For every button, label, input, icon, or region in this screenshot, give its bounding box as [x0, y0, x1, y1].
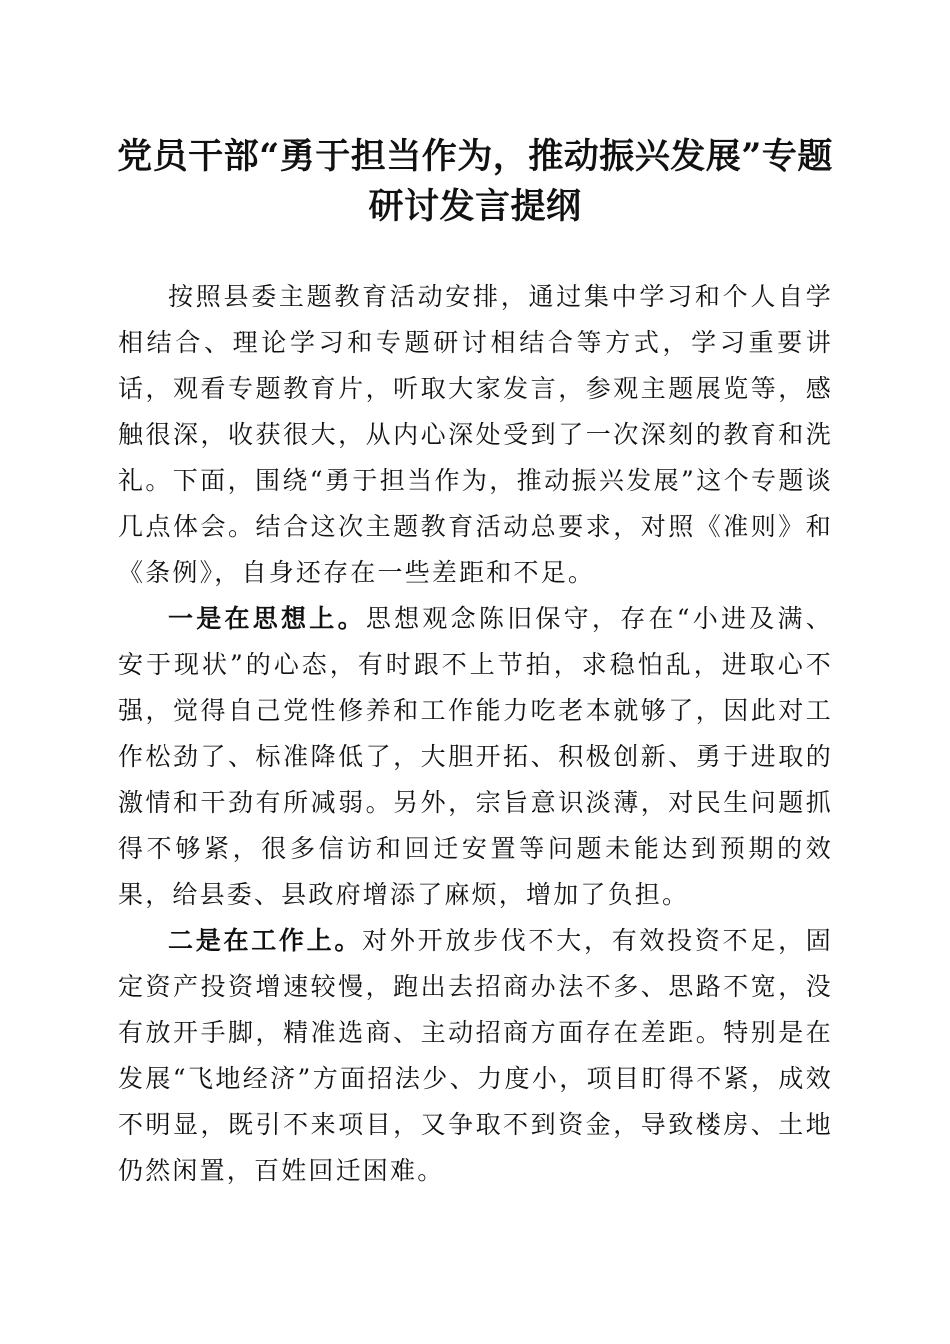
paragraph-work [118, 918, 833, 1194]
paragraph-intro [118, 274, 833, 596]
document-body [118, 274, 833, 1194]
paragraph-lead: 二是在工作上。 [168, 926, 363, 955]
paragraph-text: 对外开放步伐不大，有效投资不足，固定资产投资增速较慢，跑出去招商办法不多、思路不宽，没有放开手脚，精准选商、主动招商方面存在差距。特别是在发展“飞地经济”方面招法少、力度小，项目盯得不紧，成效不明显，既引不来项目，又争取不到资金，导致楼房、土地仍然闲置，百姓回迁困难。 [118, 926, 834, 1185]
paragraph-lead: 一是在思想上。 [168, 604, 366, 633]
paragraph-text: 按照县委主题教育活动安排，通过集中学习和个人自学相结合、理论学习和专题研讨相结合等方式，学习重要讲话，观看专题教育片，听取大家发言，参观主题展览等，感触很深，收获很大，从内心深处受到了一次深刻的教育和洗礼。下面，围绕“勇于担当作为，推动振兴发展”这个专题谈几点体会。结合这次主题教育活动总要求，对照《准则》和《条例》，自身还存在一些差距和不足。 [118, 282, 833, 587]
document-title: 党员干部“勇于担当作为，推动振兴发展”专题研讨发言提纲 [117, 136, 833, 227]
paragraph-ideology [118, 596, 833, 918]
paragraph-text: 思想观念陈旧保守，存在“小进及满、安于现状”的心态，有时跟不上节拍，求稳怕乱，进取心不强，觉得自己党性修养和工作能力吃老本就够了，因此对工作松劲了、标准降低了，大胆开拓、积极创新、勇于进取的激情和干劲有所减弱。另外，宗旨意识淡薄，对民生问题抓得不够紧，很多信访和回迁安置等问题未能达到预期的效果，给县委、县政府增添了麻烦，增加了负担。 [118, 604, 834, 909]
